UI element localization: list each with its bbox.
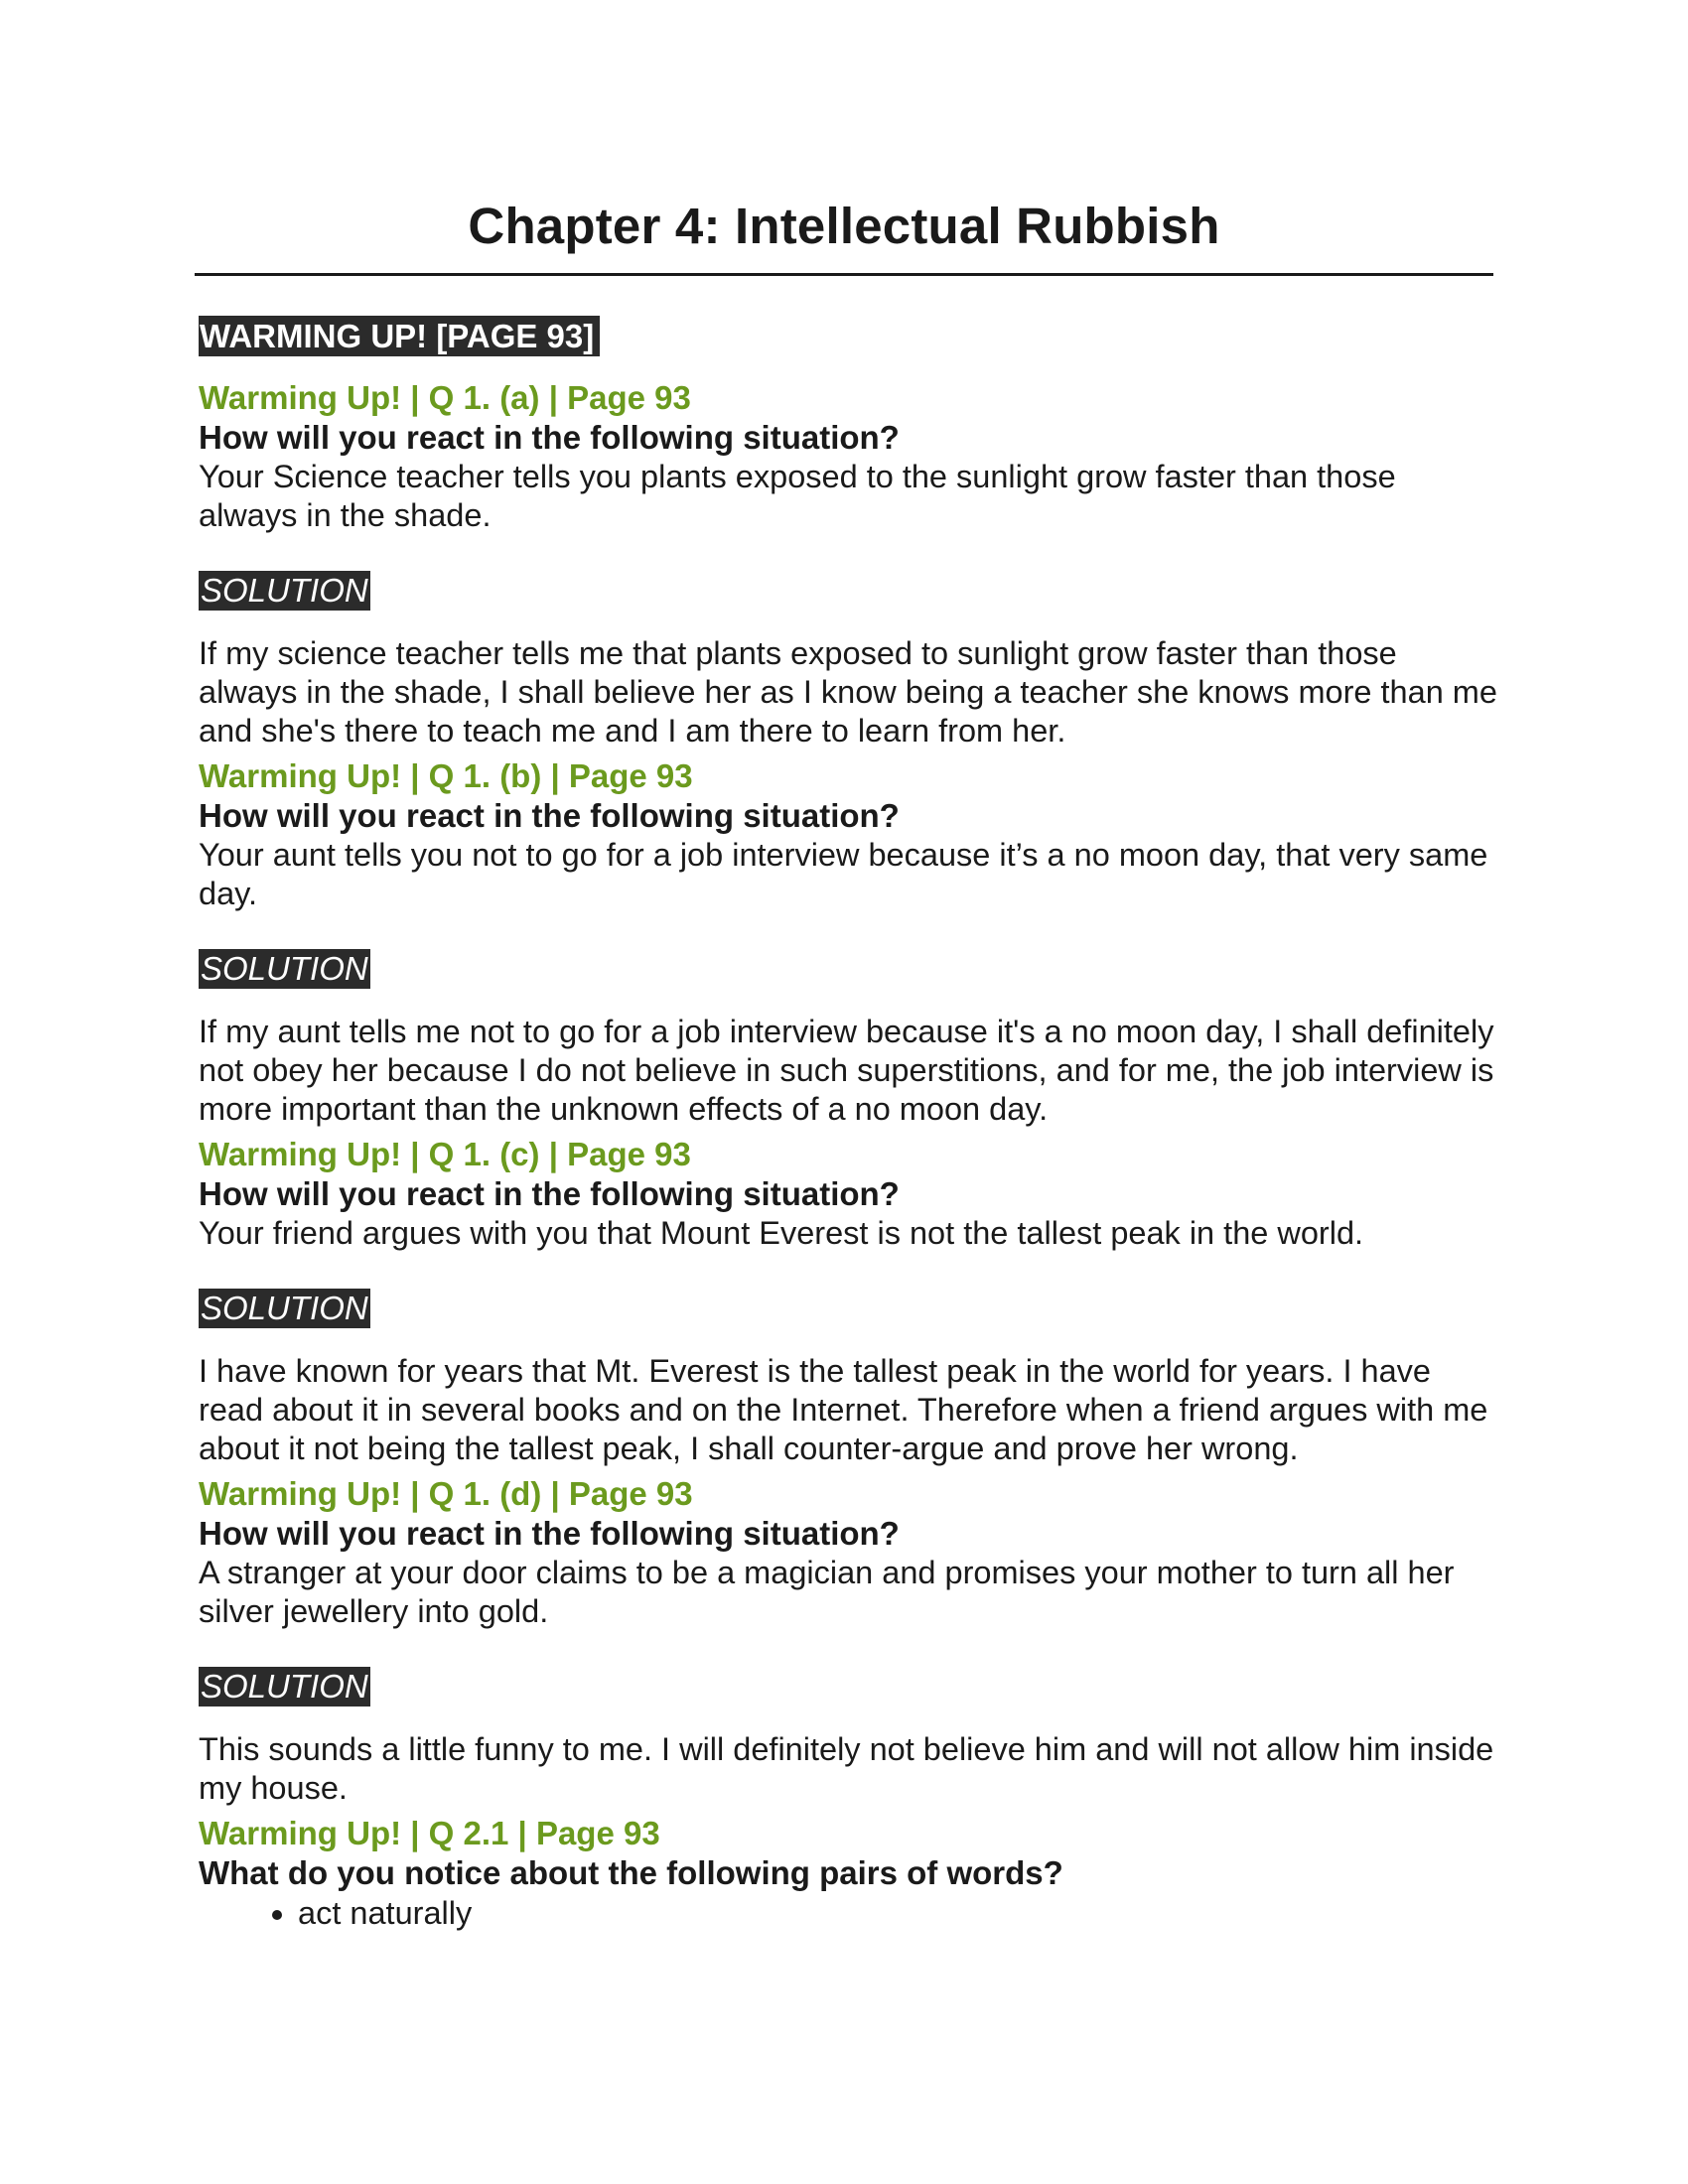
solution-label: SOLUTION — [201, 1668, 368, 1705]
solution-label: SOLUTION — [201, 1290, 368, 1326]
question-text: Your aunt tells you not to go for a job interview because it’s a no moon day, that very same day. — [199, 837, 1488, 911]
question-block — [199, 1814, 1499, 1933]
content — [199, 316, 1499, 1933]
question-heading: Warming Up! | Q 1. (d) | Page 93 — [199, 1475, 693, 1512]
chapter-title: Chapter 4: Intellectual Rubbish — [468, 198, 1220, 254]
question-title: How will you react in the following situation? — [199, 419, 900, 456]
question-block — [199, 1135, 1499, 1474]
question-text: Your friend argues with you that Mount Everest is not the tallest peak in the world. — [199, 1215, 1364, 1251]
question-title: How will you react in the following situation? — [199, 1175, 900, 1212]
question-title: How will you react in the following situation? — [199, 797, 900, 834]
word-pair-list — [199, 1893, 1499, 1933]
title-divider — [195, 273, 1493, 276]
question-text: A stranger at your door claims to be a magician and promises your mother to turn all her silver jewellery into gold. — [199, 1555, 1455, 1629]
solution-text: If my aunt tells me not to go for a job interview because it's a no moon day, I shall definitely not obey her because I do not believe in such superstitions, and for me, the job interview is more important than the unknown effects of a no moon day. — [199, 1014, 1494, 1127]
question-block — [199, 1474, 1499, 1814]
question-heading: Warming Up! | Q 1. (c) | Page 93 — [199, 1136, 691, 1172]
question-block — [199, 756, 1499, 1135]
solution-label: SOLUTION — [201, 572, 368, 609]
question-heading: Warming Up! | Q 2.1 | Page 93 — [199, 1815, 660, 1851]
solution-label: SOLUTION — [201, 950, 368, 987]
question-text: Your Science teacher tells you plants exposed to the sunlight grow faster than those always in the shade. — [199, 459, 1396, 533]
list-item: • act naturally — [298, 1893, 1499, 1933]
solution-text: I have known for years that Mt. Everest is the tallest peak in the world for years. I have read about it in several books and on the Internet. Therefore when a friend argues with me about it not being the tallest peak, I shall counter-argue and prove her wrong. — [199, 1353, 1488, 1466]
question-block — [199, 378, 1499, 756]
section-label: WARMING UP! [PAGE 93] — [199, 316, 600, 356]
question-title: How will you react in the following situation? — [199, 1515, 900, 1552]
solution-text: If my science teacher tells me that plants exposed to sunlight grow faster than those always in the shade, I shall believe her as I know being a teacher she knows more than me and she's there to teach me and I am there to learn from her. — [199, 635, 1497, 749]
question-heading: Warming Up! | Q 1. (b) | Page 93 — [199, 757, 693, 794]
solution-text: This sounds a little funny to me. I will definitely not believe him and will not allow him inside my house. — [199, 1731, 1494, 1806]
question-heading: Warming Up! | Q 1. (a) | Page 93 — [199, 379, 691, 416]
question-title: What do you notice about the following pairs of words? — [199, 1854, 1063, 1891]
